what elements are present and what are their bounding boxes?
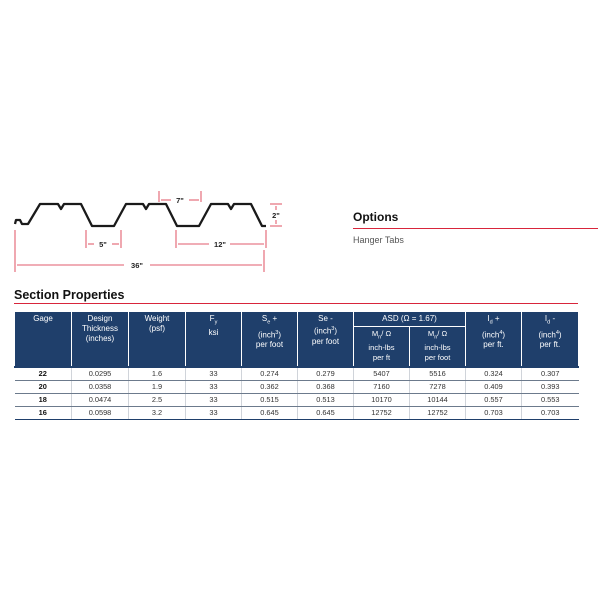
cell-id-positive: 0.703 bbox=[466, 406, 522, 419]
depth-label: 2" bbox=[272, 211, 280, 220]
cell-id-negative: 0.553 bbox=[522, 393, 579, 406]
cell-se-negative: 0.513 bbox=[298, 393, 354, 406]
section-properties-divider bbox=[14, 303, 578, 304]
cell-mn-positive: 7160 bbox=[354, 380, 410, 393]
cell-fy: 33 bbox=[186, 406, 242, 419]
cell-id-positive: 0.324 bbox=[466, 367, 522, 381]
cell-id-negative: 0.703 bbox=[522, 406, 579, 419]
cell-mn-negative: 7278 bbox=[410, 380, 466, 393]
overall-width-label: 36" bbox=[131, 261, 143, 270]
cell-thickness: 0.0474 bbox=[72, 393, 129, 406]
cell-se-positive: 0.362 bbox=[242, 380, 298, 393]
cell-weight: 3.2 bbox=[129, 406, 186, 419]
cell-gage: 22 bbox=[15, 367, 72, 381]
cell-weight: 2.5 bbox=[129, 393, 186, 406]
cell-thickness: 0.0598 bbox=[72, 406, 129, 419]
cell-mn-positive: 12752 bbox=[354, 406, 410, 419]
header-asd: ASD (Ω = 1.67) bbox=[354, 312, 466, 327]
options-section bbox=[353, 210, 593, 245]
cell-weight: 1.6 bbox=[129, 367, 186, 381]
cell-id-negative: 0.307 bbox=[522, 367, 579, 381]
cell-gage: 20 bbox=[15, 380, 72, 393]
cell-mn-negative: 5516 bbox=[410, 367, 466, 381]
header-weight: Weight (psf) bbox=[129, 312, 186, 367]
cell-fy: 33 bbox=[186, 393, 242, 406]
cell-fy: 33 bbox=[186, 367, 242, 381]
options-divider bbox=[353, 228, 598, 229]
cell-gage: 18 bbox=[15, 393, 72, 406]
cell-id-negative: 0.393 bbox=[522, 380, 579, 393]
table-header-row bbox=[15, 312, 579, 327]
cell-mn-positive: 5407 bbox=[354, 367, 410, 381]
header-mn-negative: $M_n/$ Ω inch-lbs per foot bbox=[410, 327, 466, 367]
pitch-label: 12" bbox=[214, 240, 226, 249]
section-properties-table bbox=[14, 311, 579, 420]
cell-se-positive: 0.274 bbox=[242, 367, 298, 381]
cell-se-negative: 0.368 bbox=[298, 380, 354, 393]
cell-se-positive: 0.515 bbox=[242, 393, 298, 406]
cell-thickness: 0.0295 bbox=[72, 367, 129, 381]
cell-se-negative: 0.645 bbox=[298, 406, 354, 419]
table-row bbox=[15, 406, 579, 419]
table-row bbox=[15, 367, 579, 381]
options-title: Options bbox=[353, 210, 399, 224]
deck-profile-diagram bbox=[8, 190, 298, 280]
header-id-negative: $I_d$ - (inch$^4$) per ft. bbox=[522, 312, 579, 367]
cell-gage: 16 bbox=[15, 406, 72, 419]
cell-id-positive: 0.409 bbox=[466, 380, 522, 393]
cell-weight: 1.9 bbox=[129, 380, 186, 393]
header-thickness: Design Thickness (inches) bbox=[72, 312, 129, 367]
header-id-positive: $I_d$ + (inch$^4$) per ft. bbox=[466, 312, 522, 367]
option-hanger-tabs: Hanger Tabs bbox=[353, 235, 404, 245]
header-se-positive: $S_e$ + (inch$^3$) per foot bbox=[242, 312, 298, 367]
header-fy: $F_y$ ksi bbox=[186, 312, 242, 367]
header-mn-positive: $M_n/$ Ω inch-lbs per ft bbox=[354, 327, 410, 367]
cell-se-positive: 0.645 bbox=[242, 406, 298, 419]
cell-thickness: 0.0358 bbox=[72, 380, 129, 393]
deck-profile-outline bbox=[15, 204, 266, 226]
table-row bbox=[15, 380, 579, 393]
header-se-negative: Se - (inch$^3$) per foot bbox=[298, 312, 354, 367]
bottom-width-label: 5" bbox=[99, 240, 107, 249]
cell-se-negative: 0.279 bbox=[298, 367, 354, 381]
table-row bbox=[15, 393, 579, 406]
cell-fy: 33 bbox=[186, 380, 242, 393]
header-gage: Gage bbox=[15, 312, 72, 367]
cell-mn-negative: 10144 bbox=[410, 393, 466, 406]
top-width-label: 7" bbox=[176, 196, 184, 205]
cell-mn-positive: 10170 bbox=[354, 393, 410, 406]
section-properties-title: Section Properties bbox=[14, 288, 125, 302]
cell-id-positive: 0.557 bbox=[466, 393, 522, 406]
cell-mn-negative: 12752 bbox=[410, 406, 466, 419]
